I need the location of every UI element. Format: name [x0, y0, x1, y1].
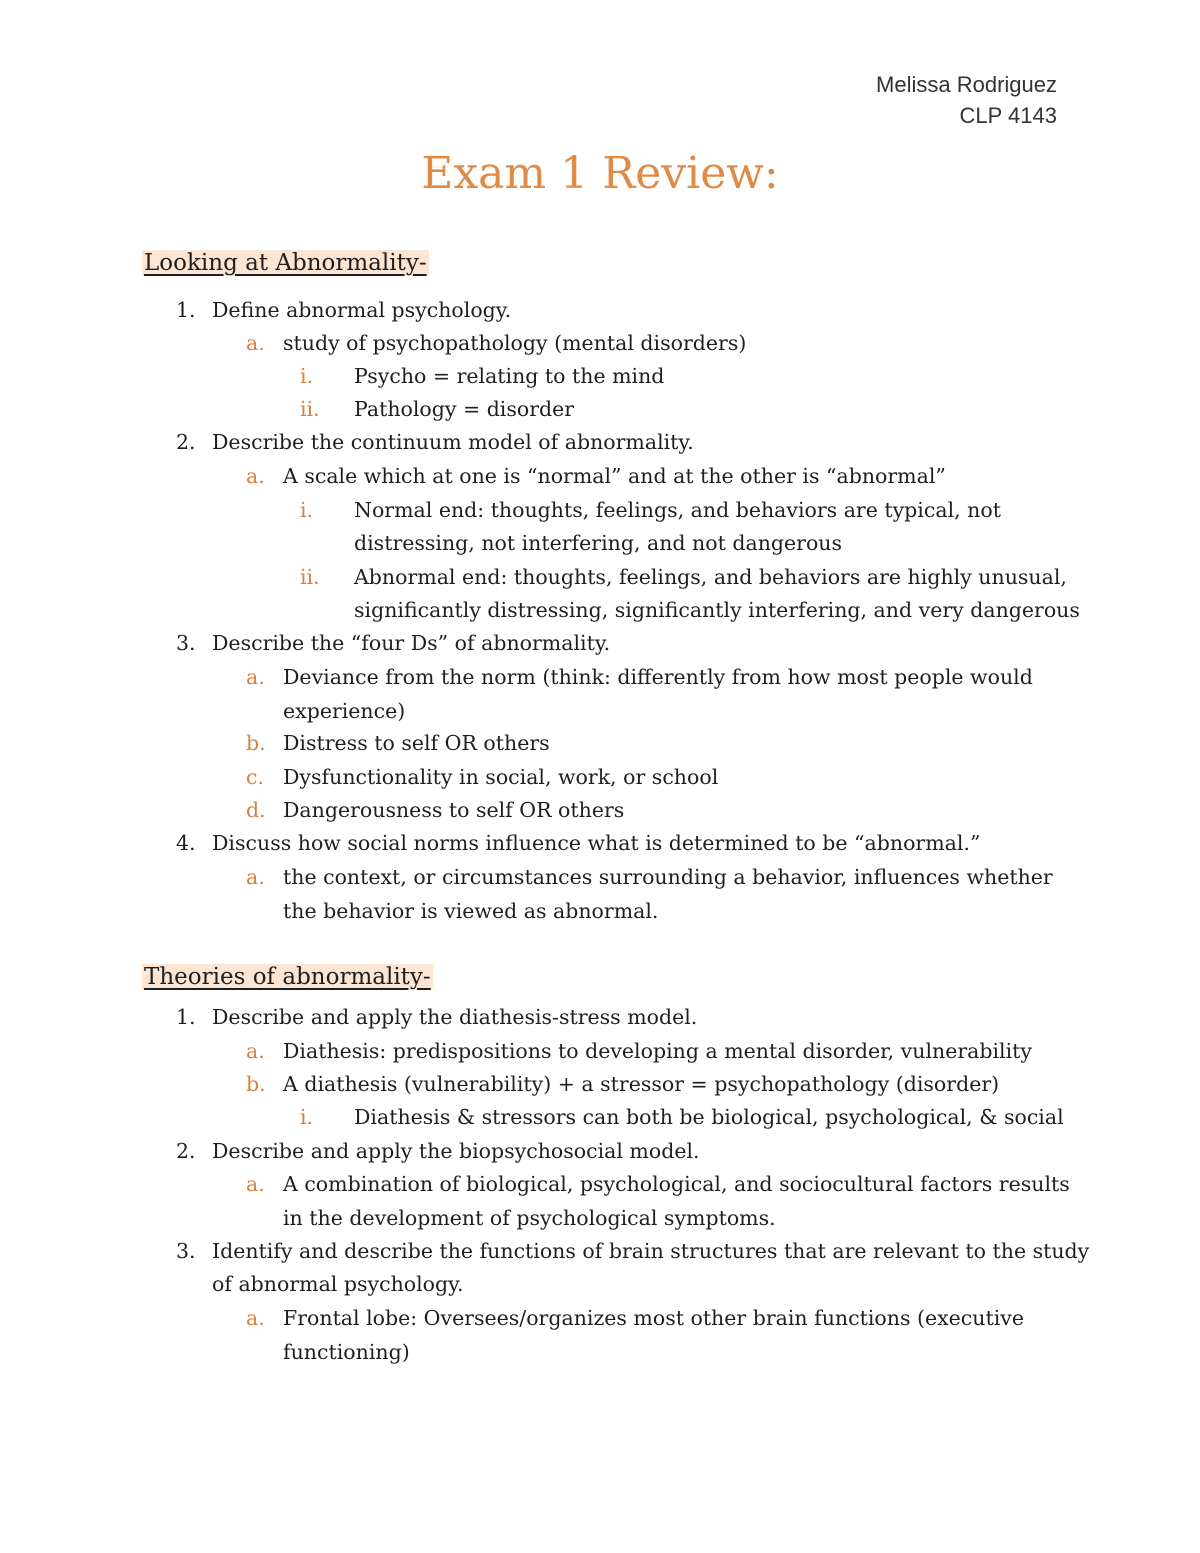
list-marker: b. — [246, 731, 266, 755]
section-heading-theories: Theories of abnormality- — [144, 964, 431, 990]
list-item-text: Diathesis: predispositions to developing a mental disorder, vulnerability — [283, 1039, 1032, 1063]
list-item-text: significantly distressing, significantly interfering, and very dangerous — [354, 598, 1080, 622]
list-item-text: A diathesis (vulnerability) + a stressor = psychopathology (disorder) — [283, 1072, 1000, 1096]
list-item-text: functioning) — [283, 1340, 410, 1364]
list-item-text: Identify and describe the functions of brain structures that are relevant to the study — [212, 1239, 1090, 1263]
list-marker: 3. — [176, 631, 196, 655]
section-heading-abnormality: Looking at Abnormality- — [144, 250, 427, 276]
list-item-text: the behavior is viewed as abnormal. — [283, 899, 659, 923]
list-marker: 1. — [176, 1005, 196, 1029]
list-marker: ii. — [300, 565, 320, 589]
list-item-text: Describe and apply the diathesis-stress model. — [212, 1005, 698, 1029]
list-marker: 2. — [176, 1139, 196, 1163]
list-item-text: Distress to self OR others — [283, 731, 550, 755]
list-item-text: Deviance from the norm (think: differently from how most people would — [283, 665, 1033, 689]
list-marker: c. — [246, 765, 264, 789]
list-item-text: Describe the continuum model of abnormality. — [212, 430, 694, 454]
list-marker: d. — [246, 798, 266, 822]
page-title: Exam 1 Review: — [421, 148, 779, 199]
list-marker: i. — [300, 1105, 314, 1129]
list-item-text: the context, or circumstances surrounding a behavior, influences whether — [283, 865, 1053, 889]
list-marker: i. — [300, 364, 314, 388]
list-marker: b. — [246, 1072, 266, 1096]
list-item-text: Normal end: thoughts, feelings, and behaviors are typical, not — [354, 498, 1001, 522]
list-item-text: Describe the “four Ds” of abnormality. — [212, 631, 611, 655]
list-item-text: Frontal lobe: Oversees/organizes most other brain functions (executive — [283, 1306, 1024, 1330]
list-marker: 1. — [176, 298, 196, 322]
list-item-text: experience) — [283, 699, 406, 723]
list-item-text: Dangerousness to self OR others — [283, 798, 625, 822]
list-marker: a. — [246, 665, 265, 689]
list-item-text: A combination of biological, psychological, and sociocultural factors results — [283, 1172, 1070, 1196]
list-item-text: study of psychopathology (mental disorders) — [283, 331, 747, 355]
list-marker: 3. — [176, 1239, 196, 1263]
list-item-text: Psycho = relating to the mind — [354, 364, 665, 388]
list-marker: a. — [246, 1039, 265, 1063]
list-item-text: Abnormal end: thoughts, feelings, and behaviors are highly unusual, — [354, 565, 1067, 589]
list-item-text: Pathology = disorder — [354, 397, 575, 421]
list-item-text: Discuss how social norms influence what is determined to be “abnormal.” — [212, 831, 981, 855]
list-marker: ii. — [300, 397, 320, 421]
list-item-text: Diathesis & stressors can both be biological, psychological, & social — [354, 1105, 1064, 1129]
list-item-text: in the development of psychological symptoms. — [283, 1206, 776, 1230]
list-marker: a. — [246, 1172, 265, 1196]
list-marker: i. — [300, 498, 314, 522]
list-item-text: Describe and apply the biopsychosocial model. — [212, 1139, 700, 1163]
author-name: Melissa Rodriguez — [876, 72, 1057, 97]
list-marker: 4. — [176, 831, 196, 855]
list-marker: a. — [246, 1306, 265, 1330]
list-item-text: Define abnormal psychology. — [212, 298, 512, 322]
course-code: CLP 4143 — [959, 103, 1057, 128]
list-marker: 2. — [176, 430, 196, 454]
list-item-text: distressing, not interfering, and not dangerous — [354, 531, 843, 555]
list-marker: a. — [246, 865, 265, 889]
list-marker: a. — [246, 331, 265, 355]
list-marker: a. — [246, 464, 265, 488]
list-item-text: Dysfunctionality in social, work, or school — [283, 765, 719, 789]
list-item-text: of abnormal psychology. — [212, 1272, 464, 1296]
list-item-text: A scale which at one is “normal” and at the other is “abnormal” — [283, 464, 946, 488]
